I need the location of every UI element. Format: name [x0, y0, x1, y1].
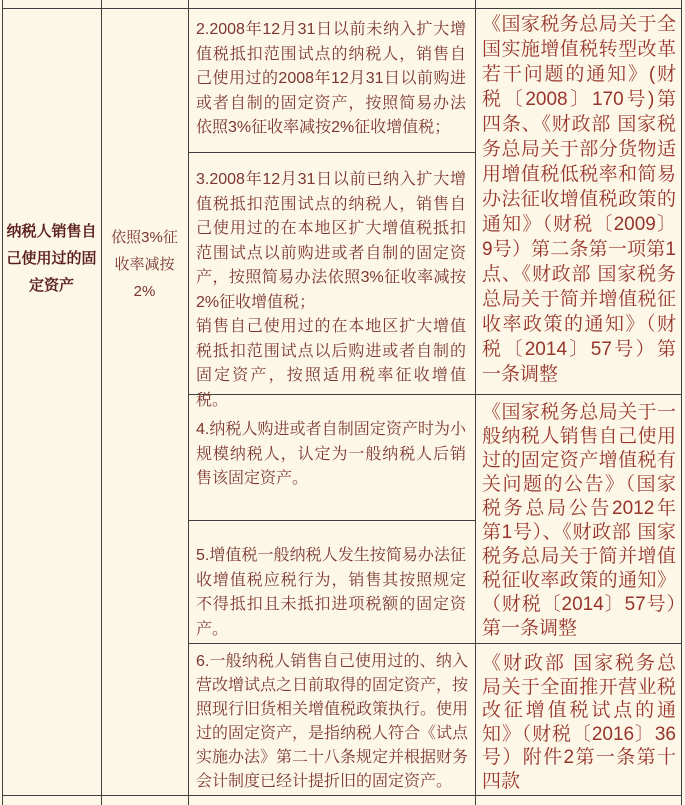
item-3-paragraph-1: 3.2008年12月31日以前已纳入扩大增值税抵扣范围试点的纳税人，销售自己使用过的在本地区扩大增值税抵扣范围试点以前购进或者自制的固定资产，按照简易办法依照3%征收率减按2%征收增值税；: [196, 171, 466, 311]
grid-line-row5-row6: [188, 643, 682, 644]
item-row-5: [196, 544, 466, 642]
item-row-2: [196, 18, 466, 141]
item-row-4: [196, 418, 466, 492]
item-row-6: [196, 650, 468, 794]
item-3-paragraph-2: 销售自己使用过的在本地区扩大增值税抵扣范围试点以后购进或者自制的固定资产，按照适用税率征收增值税。: [196, 318, 466, 409]
rate-cell: [101, 224, 188, 305]
reference-2-3-text: 《国家税务总局关于全国实施增值税转型改革若干问题的通知》(财税〔2008〕170号)第四条、《财政部 国家税务总局关于部分货物适用增值税低税率和简易办法征收增值税政策的通知》（财税〔2009〕9号）第二条第一项第1点、《财政部 国家税务总局关于简并增值税征收率政策的通知》（财税〔2014〕57号）第一条调整: [482, 14, 676, 385]
rate-label: 依照3%征收率减按2%: [111, 229, 178, 300]
reference-6-text: 《财政部 国家税务总局关于全面推开营业税改征增值税试点的通知》（财税〔2016〕36号）附件2第一条第十四款: [482, 653, 676, 792]
reference-4-5-text: 《国家税务总局关于一般纳税人销售自己使用过的固定资产增值税有关问题的公告》（国家税务总局公告2012年第1号）、《财政部 国家税务总局关于简并增值税征收率政策的通知》（财税〔2014〕57号）第一条调整: [482, 402, 676, 639]
item-5-text: 5.增值税一般纳税人发生按简易办法征收增值税应税行为，销售其按照规定不得抵扣且未抵扣进项税额的固定资产。: [196, 547, 466, 638]
grid-line-vertical-left: [2, 0, 3, 805]
reference-cell-row-6: [482, 652, 676, 793]
item-row-3: [196, 168, 466, 413]
reference-cell-rows-2-3: [482, 12, 676, 387]
category-label: 纳税人销售自己使用过的固定资产: [6, 223, 97, 294]
category-cell: [2, 218, 101, 299]
item-2-text: 2.2008年12月31日以前未纳入扩大增值税抵扣范围试点的纳税人，销售自己使用过的2008年12月31日以前购进或者自制的固定资产，按照简易办法依照3%征收率减按2%征收增值税；: [196, 21, 466, 136]
grid-line-vertical-col1: [101, 0, 102, 805]
grid-line-row2-row3: [188, 152, 476, 153]
item-6-text: 6.一般纳税人销售自己使用过的、纳入营改增试点之日前取得的固定资产，按照现行旧货相关增值税政策执行。使用过的固定资产，是指纳税人符合《试点实施办法》第二十八条规定并根据财务会计制度已经计提折旧的固定资产。: [196, 653, 469, 790]
grid-line-vertical-col2: [188, 0, 189, 805]
grid-line-vertical-col3: [475, 0, 476, 805]
item-4-text: 4.纳税人购进或者自制固定资产时为小规模纳税人，认定为一般纳税人后销售该固定资产。: [196, 421, 466, 487]
grid-line-vertical-right: [681, 0, 682, 805]
grid-line-bottom: [2, 795, 682, 796]
reference-cell-rows-4-5: [482, 401, 676, 641]
grid-line-row4-row5: [188, 520, 476, 521]
grid-line-top: [2, 8, 682, 9]
